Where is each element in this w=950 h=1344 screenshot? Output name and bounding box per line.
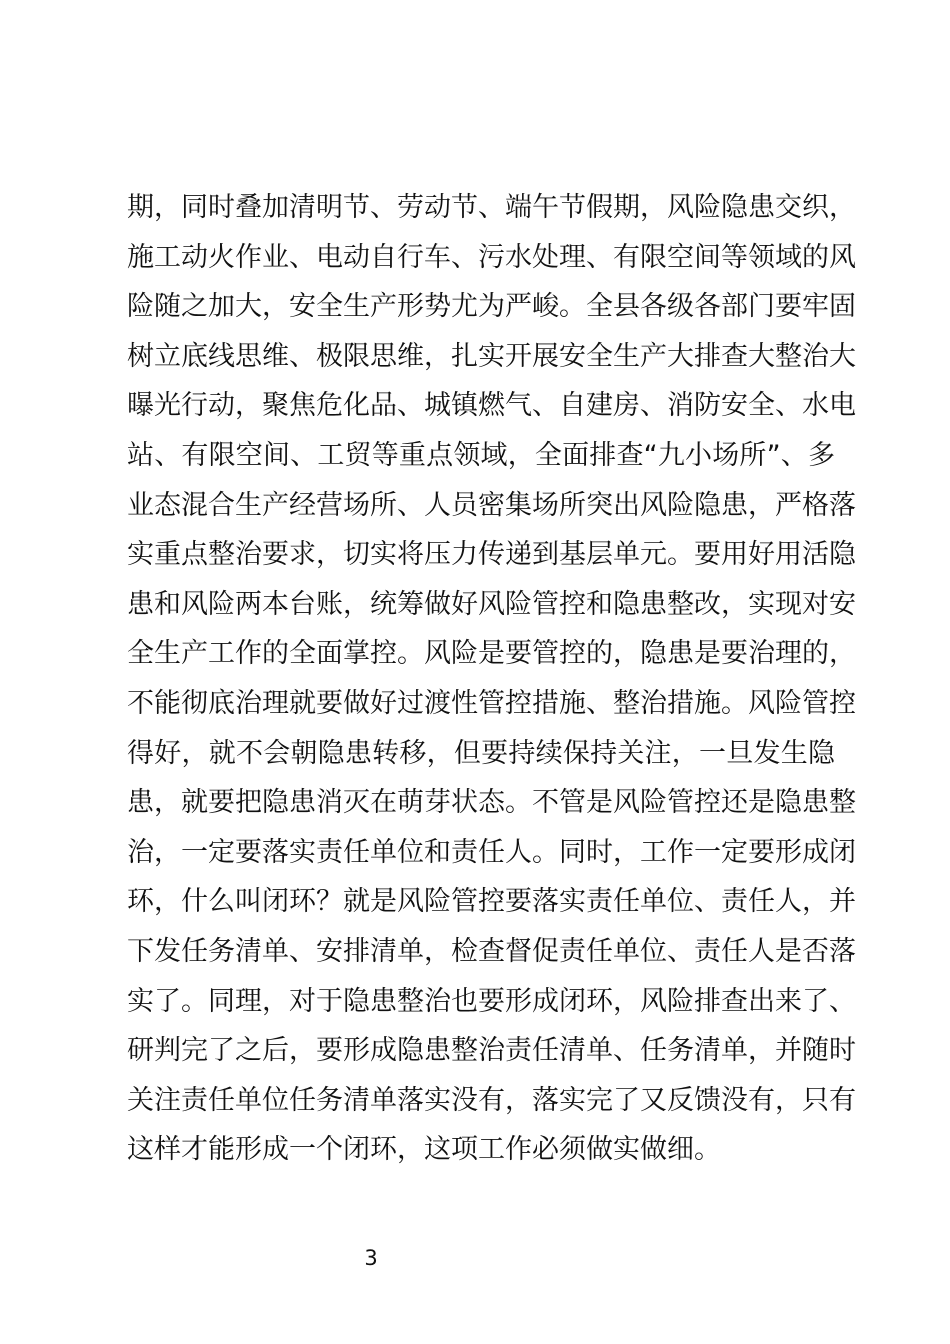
text-line: 不能彻底治理就要做好过渡性管控措施、整治措施。风险管控 — [127, 687, 856, 719]
text-line: 患，就要把隐患消灭在萌芽状态。不管是风险管控还是隐患整 — [127, 787, 856, 819]
text-line: 树立底线思维、极限思维，扎实开展安全生产大排查大整治大 — [127, 340, 856, 372]
text-line: 环，什么叫闭环？就是风险管控要落实责任单位、责任人，并 — [127, 886, 856, 918]
text-line: 得好，就不会朝隐患转移，但要持续保持关注，一旦发生隐 — [127, 737, 835, 769]
text-line: 业态混合生产经营场所、人员密集场所突出风险隐患，严格落 — [127, 489, 856, 521]
text-line: 关注责任单位任务清单落实没有，落实完了又反馈没有，只有 — [127, 1084, 856, 1116]
text-line: 研判完了之后，要形成隐患整治责任清单、任务清单，并随时 — [127, 1035, 856, 1067]
text-line: 曝光行动，聚焦危化品、城镇燃气、自建房、消防安全、水电 — [127, 390, 856, 422]
text-line: 治，一定要落实责任单位和责任人。同时，工作一定要形成闭 — [127, 836, 856, 868]
text-line: 期，同时叠加清明节、劳动节、端午节假期，风险隐患交织， — [127, 192, 856, 223]
text-line: 实了。同理，对于隐患整治也要形成闭环，风险排查出来了、 — [127, 985, 856, 1017]
text-line: 实重点整治要求，切实将压力传递到基层单元。要用好用活隐 — [127, 539, 856, 571]
text-line: 患和风险两本台账，统筹做好风险管控和隐患整改，实现对安 — [127, 588, 856, 620]
page-number: 3 — [364, 1246, 378, 1270]
text-line: 下发任务清单、安排清单，检查督促责任单位、责任人是否落 — [127, 935, 856, 967]
text-line: 险随之加大，安全生产形势尤为严峻。全县各级各部门要牢固 — [127, 291, 856, 323]
text-line: 全生产工作的全面掌控。风险是要管控的，隐患是要治理的， — [127, 638, 856, 670]
text-line: 施工动火作业、电动自行车、污水处理、有限空间等领域的风 — [127, 241, 856, 273]
text-line: 站、有限空间、工贸等重点领域，全面排查“九小场所”、多 — [127, 439, 835, 471]
body-paragraph — [127, 183, 856, 1175]
text-line: 这样才能形成一个闭环，这项工作必须做实做细。 — [127, 1134, 721, 1166]
